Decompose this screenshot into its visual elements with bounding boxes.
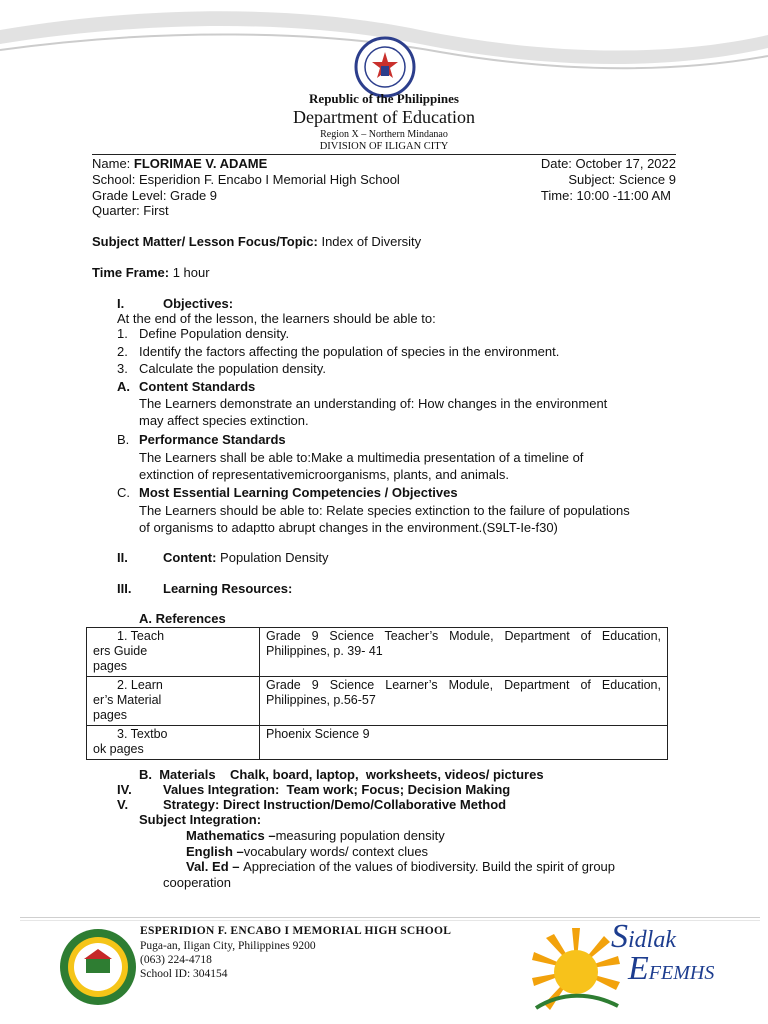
performance-standards-line: The Learners shall be able to:Make a multimedia presentation of a timeline of [139,450,584,465]
melc-title: Most Essential Learning Competencies / Objectives [139,485,458,500]
brand-e: E [628,950,649,987]
english-text: vocabulary words/ context clues [243,844,429,859]
name-label: Name: [92,156,134,171]
table-cell [87,726,260,760]
ref-label-line: ers Guide [93,644,148,658]
table-row [87,628,668,677]
learning-resources-title: Learning Resources: [163,581,293,596]
time-frame-value: 1 hour [172,265,210,280]
references-title: A. References [139,611,226,626]
content-standards-line: may affect species extinction. [139,413,309,428]
objective-item-text: Calculate the population density. [139,361,326,376]
values-integration: Values Integration: Team work; Focus; Decision Making [163,782,511,797]
objective-item-text: Identify the factors affecting the population of species in the environment. [139,344,560,359]
table-cell: Phoenix Science 9 [260,726,668,760]
footer-school-name: ESPERIDION F. ENCABO I MEMORIAL HIGH SCHOOL [140,925,452,937]
learning-resources-num: III. [117,581,132,596]
brand-s: S [611,918,628,955]
quarter-field: Quarter: First [92,203,169,218]
table-row [87,677,668,726]
performance-standards-line: extinction of representativemicroorganisms, plants, and animals. [139,467,509,482]
objectives-intro: At the end of the lesson, the learners should be able to: [117,311,436,326]
melc-line: The Learners should be able to: Relate species extinction to the failure of populations [139,503,630,518]
ref-label-line: pages [93,708,128,722]
math-label: Mathematics – [186,828,276,843]
content-standards-num: A. [117,379,130,394]
objectives-title: Objectives: [163,296,234,311]
objectives-num: I. [117,296,125,311]
english-integration [186,844,428,860]
melc-line: of organisms to adaptto abrupt changes in the environment.(S9LT-Ie-f30) [139,520,558,535]
valed-text: Appreciation of the values of biodiversity. Build the spirit of group [243,859,616,874]
content-standards-title: Content Standards [139,379,256,394]
content-num: II. [117,550,128,565]
republic-line: Republic of the Philippines [309,91,459,106]
valed-label: Val. Ed – [186,859,244,874]
subject-matter-row [92,234,676,250]
objective-item-text: Define Population density. [139,326,290,341]
division-line: DIVISION OF ILIGAN CITY [319,141,449,152]
objective-item-num: 1. [117,326,128,341]
table-cell [87,628,260,677]
deped-seal-icon [354,36,416,98]
ref-label-line: 3. Textbo [117,727,168,741]
strategy-line: Strategy: Direct Instruction/Demo/Collaborative Method [163,797,507,812]
school-field: School: Esperidion F. Encabo I Memorial High School [92,172,400,187]
footer-school-id: School ID: 304154 [140,968,228,980]
subject-matter-value: Index of Diversity [321,234,422,249]
content-row [163,550,328,566]
strategy-num: V. [117,797,129,812]
table-row [87,726,668,760]
content-value: Population Density [220,550,329,565]
ref-label-line: pages [93,659,128,673]
performance-standards-title: Performance Standards [139,432,286,447]
time-frame-row [92,265,676,281]
subject-integration-title: Subject Integration: [139,812,262,827]
time-field: Time: 10:00 -11:00 AM [540,188,671,203]
objective-item-num: 3. [117,361,128,376]
time-frame-label: Time Frame: [92,265,173,280]
footer-phone: (063) 224-4718 [140,954,212,966]
english-label: English – [186,844,244,859]
date-field: Date: October 17, 2022 [540,156,676,171]
table-cell: Grade 9 Science Learner’s Module, Department of Education, Philippines, p.56-57 [260,677,668,726]
ref-label-line: 2. Learn [117,678,163,692]
sidlak-brand-bottom [628,950,714,988]
performance-standards-num: B. [117,432,130,447]
info-name-row [92,156,676,172]
school-seal-icon [58,927,138,1007]
objective-item-num: 2. [117,344,128,359]
ref-label-line: 1. Teach [117,629,165,643]
math-integration [186,828,445,844]
footer-address: Puga-an, Iligan City, Philippines 9200 [140,940,316,952]
ref-label-line: ok pages [93,742,144,756]
brand-femhs: FEMHS [648,962,715,984]
info-grade-row [92,188,676,204]
references-table [86,627,668,760]
brand-idlak: idlak [628,927,676,953]
name-value: FLORIMAE V. ADAME [133,156,268,171]
melc-num: C. [117,485,130,500]
region-line: Region X – Northern Mindanao [320,129,448,140]
table-cell [87,677,260,726]
materials-line: B. Materials Chalk, board, laptop, worksheets, videos/ pictures [139,767,544,782]
info-school-row [92,172,676,188]
content-standards-line: The Learners demonstrate an understanding of: How changes in the environment [139,396,608,411]
content-label: Content: [163,550,221,565]
subject-matter-label: Subject Matter/ Lesson Focus/Topic: [92,234,322,249]
department-title: Department of Education [293,107,475,127]
valed-integration [186,859,615,875]
ref-label-line: er’s Material [93,693,162,707]
header-divider [92,154,676,155]
math-text: measuring population density [275,828,445,843]
grade-field: Grade Level: Grade 9 [92,188,218,203]
table-cell: Grade 9 Science Teacher’s Module, Department of Education, Philippines, p. 39- 41 [260,628,668,677]
subject-field: Subject: Science 9 [568,172,676,187]
values-num: IV. [117,782,132,797]
valed-continuation: cooperation [163,875,231,890]
